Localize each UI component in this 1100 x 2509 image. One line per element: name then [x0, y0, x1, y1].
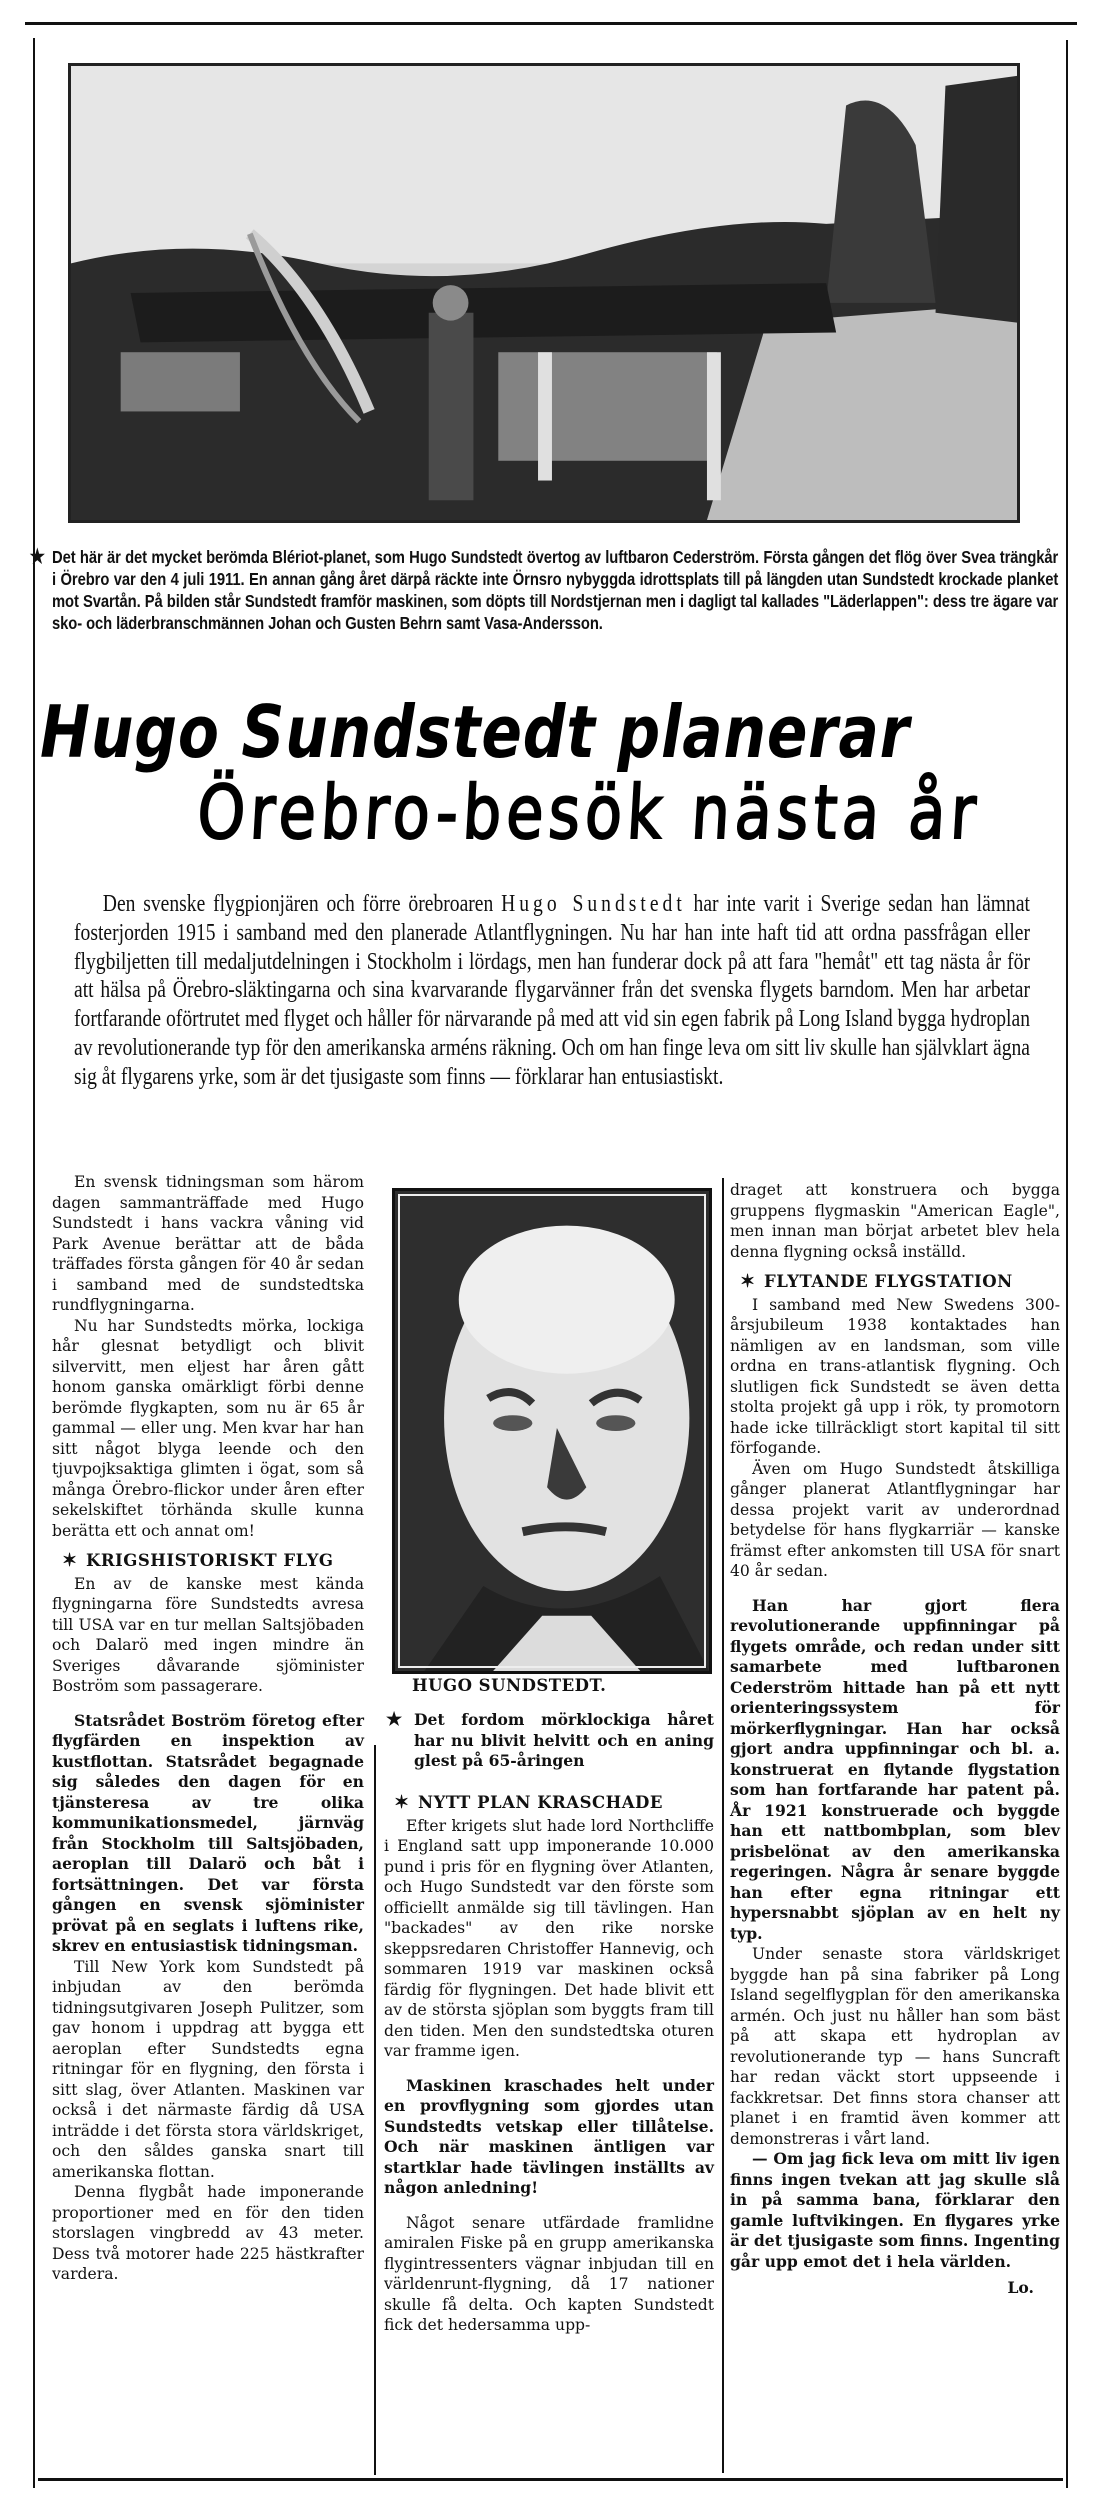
- col3-paragraph-5: Under senaste stora världskriget byggde han på sina fabriker på Long Island segelflygplan för den amerikanska armén. Och just nu håller han som bäst på att skapa ett hydroplan av revolutionerande typ — hans Suncraft har redan väckt stort uppseende i fackkretsar. Det finns stora chanser att planet i en framtid även kommer att demonstreras i vårt land.: [730, 1945, 1060, 2148]
- column-divider-right: [722, 1178, 724, 2473]
- portrait-caption-text: Det fordom mörklockiga håret har nu blivit helvitt och en aning glest på 65-åringen: [414, 1710, 714, 1770]
- right-border: [1066, 40, 1068, 2488]
- portrait-photo: [392, 1188, 712, 1674]
- top-rule: [25, 22, 1077, 25]
- headline-line-1: Hugo Sundstedt planerar: [40, 690, 910, 774]
- lead-name: Hugo Sundstedt: [501, 890, 686, 917]
- col1-paragraph-3: En av de kanske mest kända flygningarna före Sundstedts avresa till USA var en tur mellan Saltsjöbaden och Dalarö med ingen mindre än Sveriges dåvarande sjöminister Boström som passagerare.: [52, 1574, 364, 1695]
- col3-paragraph-1: draget att konstruera och bygga gruppens flygmaskin "American Eagle", men innan man börjat arbetet blev hela denna flygning också inställd.: [730, 1181, 1060, 1261]
- col3-paragraph-6: — Om jag fick leva om mitt liv igen finns ingen tvekan att jag skulle slå in på samma bana, förklarar den gamle luftvikingen. En flygares yrke är det tjusigaste som finns. Ingenting går upp emot det i hela världen.: [730, 2149, 1060, 2271]
- col1-paragraph-5: Till New York kom Sundstedt på inbjudan av den berömda tidningsutgivaren Joseph Pulitzer, som gav honom i uppdrag att bygga ett aeroplan efter Sundstedts egna ritningar för en flygning, den första i sitt slag, över Atlanten. Maskinen var också i det närmaste färdig då USA inträdde i det första stora världskriget, och den såldes ganska snart till amerikanska flottan.: [52, 1957, 364, 2181]
- column-1: [52, 1172, 364, 2285]
- column-3: [730, 1180, 1060, 2299]
- lead-before-name: Den svenske flygpionjären och förre örebroaren: [102, 890, 502, 917]
- col2-subheading: [384, 1793, 714, 1814]
- col3-paragraph-4: Han har gjort flera revolutionerande uppfinningar på flygets område, och redan under sitt samarbete med luftbaronen Cederström hittade han på ett nytt orienteringssystem för mörkerflygningar. Han har också gjort andra uppfinningar och bl. a. konstruerat en flytande flygstation som han fortfarande har patent på. År 1921 konstruerade och byggde han ett nattbombplan, som blev prisbelönat av den amerikanska regeringen. Några år senare byggde han efter egna ritningar ett hypersnabbt sjöplan av en helt ny typ.: [730, 1595, 1060, 1943]
- col1-subheading-text: KRIGSHISTORISKT FLYG: [86, 1551, 334, 1570]
- col3-subheading: [730, 1272, 1060, 1293]
- column-divider-left: [374, 1745, 376, 2475]
- col1-paragraph-2: Nu har Sundstedts mörka, lockiga hår glesnat betydligt och blivit silvervitt, men eljest har åren gått honom ganska omärkligt förbi denne berömde flygkapten, som nu är 65 år gammal — eller ung. Men kvar har han sitt något blyga leende och den tjuvpojksaktiga glimten i ögat, som så många Örebro-flickor under åren efter sekelskiftet törhända skulle kunna berätta ett och annat om!: [52, 1316, 364, 1540]
- left-border: [33, 38, 35, 2488]
- col3-subheading-text: FLYTANDE FLYGSTATION: [764, 1272, 1013, 1291]
- star-icon: ★: [386, 1709, 403, 1730]
- col2-subheading-text: NYTT PLAN KRASCHADE: [418, 1793, 663, 1812]
- bleriot-plane-image: [71, 66, 1017, 520]
- portrait-name: HUGO SUNDSTEDT.: [412, 1676, 607, 1695]
- portrait-frame: [398, 1194, 706, 1668]
- portrait-caption: [386, 1709, 714, 1772]
- star-icon: ★: [29, 546, 45, 568]
- col2-paragraph-1: Efter krigets slut hade lord Northcliffe i England satt upp imponerande 10.000 pund i pris för en flygning över Atlanten, och Hugo Sundstedt var den förste som officiellt anmälde sig till tävlingen. Han "backades" av den rike norske skeppsredaren Christoffer Hannevig, och sommaren 1919 var maskinen också färdig för flygningen. Det hade blivit ett av de största sjöplan som byggts fram till den tiden. Men den sundstedtska oturen var framme igen.: [384, 1816, 714, 2060]
- photo-caption: [29, 546, 1059, 634]
- lead-paragraph: [74, 890, 1030, 1092]
- signature: Lo.: [1007, 2278, 1034, 2297]
- photo-caption-text: Det här är det mycket berömda Blériot-planet, som Hugo Sundstedt övertog av luftbaron Cederström. Första gången det flög över Svea trängkår i Örebro var den 4 juli 1911. En annan gång året därpå räckte inte Örnsro nybyggda idrottsplats till på längden utan Sundstedt krockade planket mot Svartån. På bilden står Sundstedt framför maskinen, som döpts till Nordstjernan men i dagligt tal kallades "Läderlappen": dess tre ägare var sko- och läderbranschmännen Johan och Gusten Behrn samt Vasa-Andersson.: [52, 547, 1059, 633]
- star-icon: ✶: [394, 1792, 410, 1813]
- col3-paragraph-3: Även om Hugo Sundstedt åtskilliga gånger planerat Atlantflygningar har dessa projekt varit av underordnad betydelse för hans flygkarriär — kanske främst efter ankomsten till USA för snart 40 år sedan.: [730, 1459, 1060, 1580]
- bleriot-plane-photo: [68, 63, 1020, 523]
- lead-after-name: har inte varit i Sverige sedan han lämnat fosterjorden 1915 i samband med den planerade Atlantflygningen. Nu har han inte haft tid att ordna passfrågan eller flygbiljetten till medaljutdelningen i Stockholm i lördags, men han funderar dock på att fara "hemåt" ett tag nästa år för att hälsa på Örebro-släktingarna och sina kvarvarande flygarvänner från det svenska flygets barndom. Men har arbetar fortfarande oförtrutet med flyget och håller för närvarande på med att vid sin egen fabrik på Long Island bygga hydroplan av revolutionerande typ för den amerikanska arméns räkning. Och om han finge leva om sitt liv skulle han självklart ägna sig åt flygarens yrke, som är det tjusigaste som finns — förklarar han entusiastiskt.: [74, 890, 1030, 1090]
- col1-paragraph-1: En svensk tidningsman som härom dagen sammanträffade med Hugo Sundstedt i hans vackra våning vid Park Avenue berättar att de båda träffades första gången för 40 år sedan i samband med de sundstedtska rundflygningarna.: [52, 1173, 364, 1314]
- headline-line-2: Örebro-besök nästa år: [195, 770, 983, 856]
- col1-paragraph-4: Statsrådet Boström företog efter flygfärden en inspektion av kustflottan. Statsrådet begagnade sig således den dagen för en tjänsteresa av tre olika kommunikationsmedel, järnväg från Stockholm till Saltsjöbaden, aeroplan till Dalarö och båt i fortsättningen. Det var första gången en svensk sjöminister prövat på en seglats i luftens rike, skrev en entusiastisk tidningsman.: [52, 1710, 364, 1955]
- col2-paragraph-3: Något senare utfärdade framlidne amiralen Fiske på en grupp amerikanska flygintressenters vägnar inbjudan till en världenrunt-flygning, då 17 nationer skulle få delta. Och kapten Sundstedt fick det hedersamma upp-: [384, 2213, 714, 2334]
- star-icon: ✶: [740, 1271, 756, 1292]
- star-icon: ✶: [62, 1550, 78, 1571]
- col1-paragraph-6: Denna flygbåt hade imponerande proportioner med en för den tiden storslagen vingbredd av 43 meter. Dess två motorer hade 225 hästkrafter vardera.: [52, 2183, 364, 2283]
- col3-paragraph-2: I samband med New Swedens 300-årsjubileum 1938 kontaktades han nämligen av en landsman, som ville ordna en trans-atlantisk flygning. Och slutligen fick Sundstedt se även detta stolta projekt gå upp i rök, ty promotorn hade icke tillräckligt stort kapital til sitt förfogande.: [730, 1295, 1060, 1457]
- column-2: [384, 1785, 714, 2336]
- col1-subheading: [52, 1551, 364, 1572]
- col2-paragraph-2: Maskinen kraschades helt under en provflygning som gjordes utan Sundstedts vetskap eller tillåtelse. Och när maskinen äntligen var startklar hade tävlingen inställts av någon anledning!: [384, 2075, 714, 2197]
- bottom-rule: [38, 2478, 1063, 2481]
